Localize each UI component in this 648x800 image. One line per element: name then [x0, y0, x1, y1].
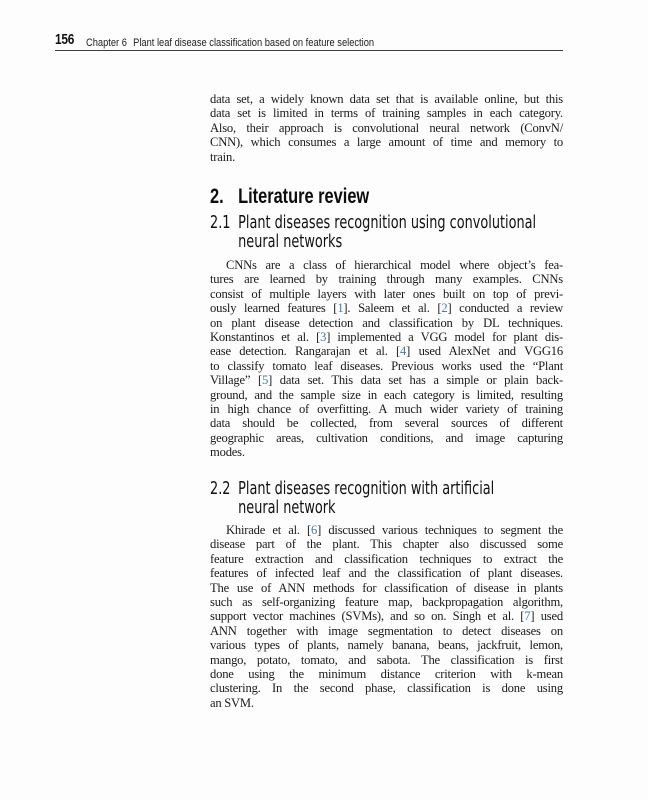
text-line: consist of multiple layers with later ones built on top of previ-	[210, 286, 563, 301]
text-line: Village” [5] data set. This data set has a simple or plain back-	[210, 373, 563, 388]
text-line: The use of ANN methods for classification of disease in plants	[210, 580, 563, 595]
header-rule	[55, 50, 563, 51]
citation-ref[interactable]: 5	[261, 373, 269, 388]
text-line: done using the minimum distance criterion with k-mean	[210, 666, 563, 681]
paragraph	[210, 92, 563, 164]
section-title: Plant diseases recognition using convolutional neural networks	[238, 213, 537, 252]
section-number: 2.1	[210, 213, 231, 233]
citation-ref[interactable]: 6	[311, 523, 318, 537]
chapter-title: Plant leaf disease classification based on feature selection	[133, 36, 375, 49]
subsection-heading	[210, 214, 580, 252]
text-line: ously learned features [1]. Saleem et al. [2] conducted a review	[210, 301, 563, 316]
citation-ref[interactable]: 2	[441, 301, 448, 316]
text-line: mango, potato, tomato, and sabota. The classification is first	[210, 652, 563, 667]
text-line: such as self-organizing feature map, backpropagation algorithm,	[210, 594, 563, 609]
citation-ref[interactable]: 7	[524, 609, 531, 624]
text-line: disease part of the plant. This chapter also discussed some	[210, 537, 563, 552]
text-line: to classify tomato leaf diseases. Previous works used the “Plant	[210, 358, 563, 373]
text-line: support vector machines (SVMs), and so on. Singh et al. [7] used	[210, 609, 563, 624]
section-title: Literature review	[238, 185, 370, 208]
text-line: modes.	[210, 445, 245, 460]
text-line: data set is limited in terms of training samples in each category.	[210, 106, 563, 121]
citation-ref[interactable]: 4	[400, 344, 407, 359]
text-line: an SVM.	[210, 695, 254, 710]
text-line: clustering. In the second phase, classification is done using	[210, 681, 563, 696]
text-line: Also, their approach is convolutional neural network (ConvN/	[210, 120, 563, 135]
section-title: Plant diseases recognition with artificial neural network	[238, 479, 495, 518]
running-head	[86, 38, 374, 49]
citation-ref[interactable]: 3	[320, 329, 327, 344]
section-number: 2.	[210, 185, 224, 208]
text-line: data should be collected, from several sources of different	[210, 416, 563, 431]
page-number: 156	[55, 32, 75, 48]
citation-ref[interactable]: 1	[337, 301, 344, 316]
text-line: various types of plants, namely banana, beans, jackfruit, lemon,	[210, 638, 563, 653]
text-line: feature extraction and classification techniques to extract the	[210, 551, 563, 566]
text-line: CNN), which consumes a large amount of time and memory to	[210, 135, 563, 150]
text-line: Khirade et al. [6] discussed various techniques to segment the	[226, 523, 563, 537]
text-line: ANN together with image segmentation to detect diseases on	[210, 623, 563, 638]
text-line: ease detection. Rangarajan et al. [4] used AlexNet and VGG16	[210, 344, 563, 359]
chapter-label: Chapter 6	[86, 36, 127, 49]
text-line: features of infected leaf and the classification of plant diseases.	[210, 566, 563, 581]
paragraph	[210, 523, 563, 710]
subsection-heading	[210, 480, 580, 518]
text-line: in high chance of overfitting. A much wider variety of training	[210, 401, 563, 416]
section-heading	[210, 185, 600, 209]
section-number: 2.2	[210, 479, 231, 499]
text-line: geographic areas, cultivation conditions, and image capturing	[210, 430, 563, 445]
text-line: data set, a widely known data set that is available online, but this	[210, 92, 563, 106]
text-line: ground, and the sample size in each category is limited, resulting	[210, 387, 563, 402]
text-line: tures are learned by training through many examples. CNNs	[210, 272, 563, 287]
text-line: Konstantinos et al. [3] implemented a VGG model for plant dis-	[210, 329, 563, 344]
text-line: CNNs are a class of hierarchical model where object’s fea-	[226, 258, 563, 272]
text-line: on plant disease detection and classification by DL techniques.	[210, 315, 563, 330]
text-line: train.	[210, 149, 236, 164]
paragraph	[210, 258, 563, 459]
